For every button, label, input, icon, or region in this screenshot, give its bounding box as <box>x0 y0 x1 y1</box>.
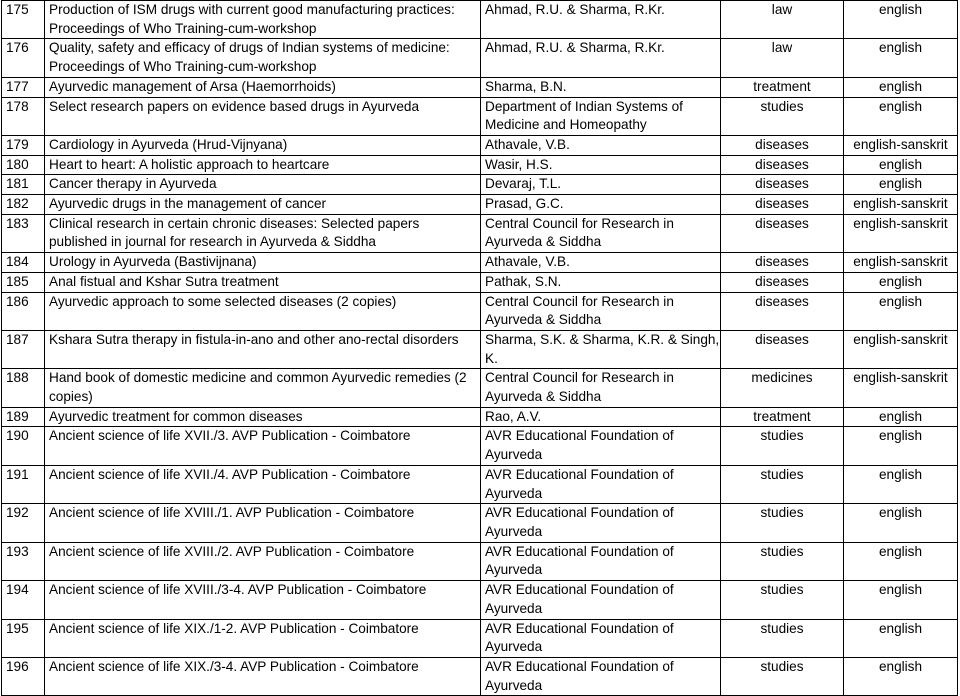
cell-subject: diseases <box>721 175 844 195</box>
cell-subject: law <box>721 1 844 39</box>
cell-title: Cardiology in Ayurveda (Hrud-Vijnyana) <box>45 135 481 155</box>
cell-title: Heart to heart: A holistic approach to heartcare <box>45 155 481 175</box>
cell-language: english <box>844 97 958 135</box>
cell-subject: studies <box>721 619 844 657</box>
cell-author: AVR Educational Foundation of Ayurveda <box>481 542 721 580</box>
catalog-body <box>2 1 958 696</box>
cell-subject: diseases <box>721 292 844 330</box>
cell-author: AVR Educational Foundation of Ayurveda <box>481 619 721 657</box>
cell-author: AVR Educational Foundation of Ayurveda <box>481 504 721 542</box>
cell-language: english-sanskrit <box>844 369 958 407</box>
cell-title: Ayurvedic approach to some selected diseases (2 copies) <box>45 292 481 330</box>
cell-language: english-sanskrit <box>844 330 958 368</box>
book-catalog-table <box>1 0 958 696</box>
table-row <box>2 253 958 273</box>
cell-number: 188 <box>2 369 45 407</box>
cell-title: Ayurvedic treatment for common diseases <box>45 407 481 427</box>
cell-language: english <box>844 542 958 580</box>
table-row <box>2 657 958 695</box>
cell-number: 185 <box>2 272 45 292</box>
cell-number: 186 <box>2 292 45 330</box>
table-row <box>2 427 958 465</box>
cell-author: Athavale, V.B. <box>481 135 721 155</box>
cell-language: english <box>844 581 958 619</box>
cell-number: 191 <box>2 465 45 503</box>
cell-number: 180 <box>2 155 45 175</box>
cell-subject: law <box>721 39 844 77</box>
cell-subject: diseases <box>721 253 844 273</box>
cell-title: Quality, safety and efficacy of drugs of Indian systems of medicine: Proceedings of Who Training-cum-workshop <box>45 39 481 77</box>
cell-number: 178 <box>2 97 45 135</box>
cell-language: english <box>844 427 958 465</box>
cell-subject: treatment <box>721 77 844 97</box>
cell-language: english-sanskrit <box>844 253 958 273</box>
cell-subject: studies <box>721 427 844 465</box>
cell-number: 189 <box>2 407 45 427</box>
cell-number: 176 <box>2 39 45 77</box>
cell-number: 181 <box>2 175 45 195</box>
cell-author: AVR Educational Foundation of Ayurveda <box>481 581 721 619</box>
cell-title: Ayurvedic drugs in the management of cancer <box>45 195 481 215</box>
cell-number: 182 <box>2 195 45 215</box>
cell-language: english <box>844 657 958 695</box>
cell-author: Central Council for Research in Ayurveda & Siddha <box>481 292 721 330</box>
cell-language: english <box>844 77 958 97</box>
table-row <box>2 504 958 542</box>
cell-number: 190 <box>2 427 45 465</box>
table-row <box>2 581 958 619</box>
cell-language: english <box>844 272 958 292</box>
cell-language: english <box>844 1 958 39</box>
cell-subject: diseases <box>721 272 844 292</box>
cell-subject: diseases <box>721 155 844 175</box>
cell-subject: diseases <box>721 330 844 368</box>
cell-subject: studies <box>721 657 844 695</box>
cell-number: 175 <box>2 1 45 39</box>
cell-number: 192 <box>2 504 45 542</box>
cell-subject: studies <box>721 542 844 580</box>
cell-subject: diseases <box>721 135 844 155</box>
cell-author: Sharma, B.N. <box>481 77 721 97</box>
cell-number: 194 <box>2 581 45 619</box>
cell-language: english <box>844 619 958 657</box>
cell-title: Anal fistual and Kshar Sutra treatment <box>45 272 481 292</box>
table-row <box>2 214 958 252</box>
cell-author: AVR Educational Foundation of Ayurveda <box>481 465 721 503</box>
table-row <box>2 135 958 155</box>
table-row <box>2 272 958 292</box>
cell-language: english-sanskrit <box>844 214 958 252</box>
table-row <box>2 195 958 215</box>
cell-subject: studies <box>721 465 844 503</box>
cell-title: Ancient science of life XVII./3. AVP Publication - Coimbatore <box>45 427 481 465</box>
cell-author: Central Council for Research in Ayurveda & Siddha <box>481 214 721 252</box>
cell-title: Ancient science of life XIX./1-2. AVP Publication - Coimbatore <box>45 619 481 657</box>
cell-language: english <box>844 39 958 77</box>
cell-subject: studies <box>721 504 844 542</box>
cell-number: 183 <box>2 214 45 252</box>
cell-number: 195 <box>2 619 45 657</box>
table-row <box>2 155 958 175</box>
cell-title: Kshara Sutra therapy in fistula-in-ano and other ano-rectal disorders <box>45 330 481 368</box>
table-row <box>2 369 958 407</box>
table-row <box>2 292 958 330</box>
cell-language: english <box>844 292 958 330</box>
cell-title: Production of ISM drugs with current good manufacturing practices: Proceedings of Who Training-cum-workshop <box>45 1 481 39</box>
cell-number: 187 <box>2 330 45 368</box>
table-row <box>2 542 958 580</box>
table-row <box>2 1 958 39</box>
cell-title: Hand book of domestic medicine and common Ayurvedic remedies (2 copies) <box>45 369 481 407</box>
cell-subject: diseases <box>721 195 844 215</box>
cell-author: Pathak, S.N. <box>481 272 721 292</box>
table-row <box>2 330 958 368</box>
cell-title: Clinical research in certain chronic diseases: Selected papers published in journal for research in Ayurveda & Siddha <box>45 214 481 252</box>
cell-subject: treatment <box>721 407 844 427</box>
table-row <box>2 97 958 135</box>
cell-author: Wasir, H.S. <box>481 155 721 175</box>
cell-title: Ancient science of life XVIII./3-4. AVP Publication - Coimbatore <box>45 581 481 619</box>
table-row <box>2 407 958 427</box>
cell-author: Rao, A.V. <box>481 407 721 427</box>
table-row <box>2 465 958 503</box>
cell-author: Athavale, V.B. <box>481 253 721 273</box>
cell-author: AVR Educational Foundation of Ayurveda <box>481 427 721 465</box>
cell-title: Cancer therapy in Ayurveda <box>45 175 481 195</box>
cell-language: english-sanskrit <box>844 195 958 215</box>
table-row <box>2 39 958 77</box>
cell-title: Ancient science of life XIX./3-4. AVP Publication - Coimbatore <box>45 657 481 695</box>
cell-subject: diseases <box>721 214 844 252</box>
cell-subject: studies <box>721 97 844 135</box>
cell-number: 179 <box>2 135 45 155</box>
cell-title: Select research papers on evidence based drugs in Ayurveda <box>45 97 481 135</box>
cell-subject: studies <box>721 581 844 619</box>
cell-subject: medicines <box>721 369 844 407</box>
cell-language: english <box>844 465 958 503</box>
cell-language: english <box>844 407 958 427</box>
table-row <box>2 77 958 97</box>
cell-title: Ancient science of life XVIII./2. AVP Publication - Coimbatore <box>45 542 481 580</box>
cell-number: 177 <box>2 77 45 97</box>
cell-language: english <box>844 155 958 175</box>
cell-author: Sharma, S.K. & Sharma, K.R. & Singh, K. <box>481 330 721 368</box>
cell-author: Prasad, G.C. <box>481 195 721 215</box>
cell-author: Department of Indian Systems of Medicine and Homeopathy <box>481 97 721 135</box>
cell-number: 193 <box>2 542 45 580</box>
cell-language: english <box>844 175 958 195</box>
cell-title: Urology in Ayurveda (Bastivijnana) <box>45 253 481 273</box>
cell-author: AVR Educational Foundation of Ayurveda <box>481 657 721 695</box>
cell-title: Ancient science of life XVII./4. AVP Publication - Coimbatore <box>45 465 481 503</box>
cell-number: 184 <box>2 253 45 273</box>
cell-author: Ahmad, R.U. & Sharma, R.Kr. <box>481 39 721 77</box>
cell-language: english-sanskrit <box>844 135 958 155</box>
cell-author: Devaraj, T.L. <box>481 175 721 195</box>
cell-number: 196 <box>2 657 45 695</box>
table-row <box>2 175 958 195</box>
cell-author: Ahmad, R.U. & Sharma, R.Kr. <box>481 1 721 39</box>
cell-author: Central Council for Research in Ayurveda & Siddha <box>481 369 721 407</box>
cell-title: Ayurvedic management of Arsa (Haemorrhoids) <box>45 77 481 97</box>
cell-title: Ancient science of life XVIII./1. AVP Publication - Coimbatore <box>45 504 481 542</box>
cell-language: english <box>844 504 958 542</box>
table-row <box>2 619 958 657</box>
